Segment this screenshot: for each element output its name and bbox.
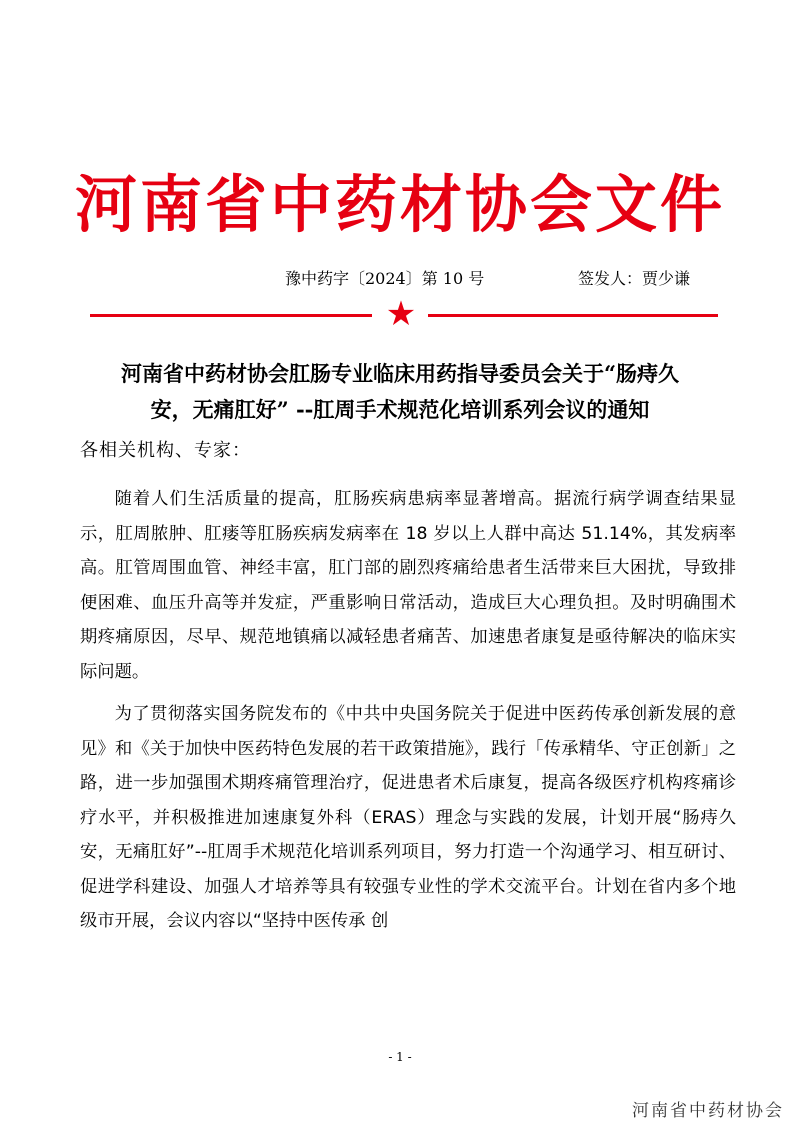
body-paragraph: 随着人们生活质量的提高，肛肠疾病患病率显著增高。据流行病学调查结果显示，肛周脓肿、肛瘘等肛肠疾病发病率在 18 岁以上人群中高达 51.14%，其发病率高。肛管周围血管、神经丰富，肛门部的剧烈疼痛给患者生活带来巨大困扰，导致排便困难、血压升高等并发症，严重影响日常活动，造成巨大心理负担。及时明确围术期疼痛原因，尽早、规范地镇痛以减轻患者痛苦、加速患者康复是亟待解决的临床实际问题。 [80, 489, 736, 682]
red-star-icon: ★ [385, 294, 417, 334]
red-divider-left [90, 314, 372, 317]
salutation: 各相关机构、专家： [80, 440, 251, 461]
red-divider-right [428, 314, 718, 317]
page-number: - 1 - [388, 1050, 412, 1064]
notice-title-line-1: 河南省中药材协会肛肠专业临床用药指导委员会关于“肠痔久 [120, 361, 680, 386]
masthead-title: 河南省中药材协会文件 [74, 168, 725, 241]
notice-body [80, 482, 736, 947]
notice-title [62, 356, 738, 428]
signer: 签发人：贾少谦 [578, 269, 691, 288]
body-paragraph: 为了贯彻落实国务院发布的《中共中央国务院关于促进中医药传承创新发展的意见》和《关于加快中医药特色发展的若干政策措施》，践行「传承精华、守正创新」之路，进一步加强围术期疼痛管理治疗，促进患者术后康复，提高各级医疗机构疼痛诊疗水平，并积极推进加速康复外科（ERAS）理念与实践的发展，计划开展“肠痔久安，无痛肛好”--肛周手术规范化培训系列项目，努力打造一个沟通学习、相互研讨、促进学科建设、加强人才培养等具有较强专业性的学术交流平台。计划在省内多个地级市开展，会议内容以“坚持中医传承 创 [80, 704, 736, 931]
watermark: 河南省中药材协会 [632, 1101, 784, 1121]
document-number: 豫中药字〔2024〕第 10 号 [285, 269, 485, 288]
notice-title-line-2: 安，无痛肛好” --肛周手术规范化培训系列会议的通知 [150, 397, 650, 422]
